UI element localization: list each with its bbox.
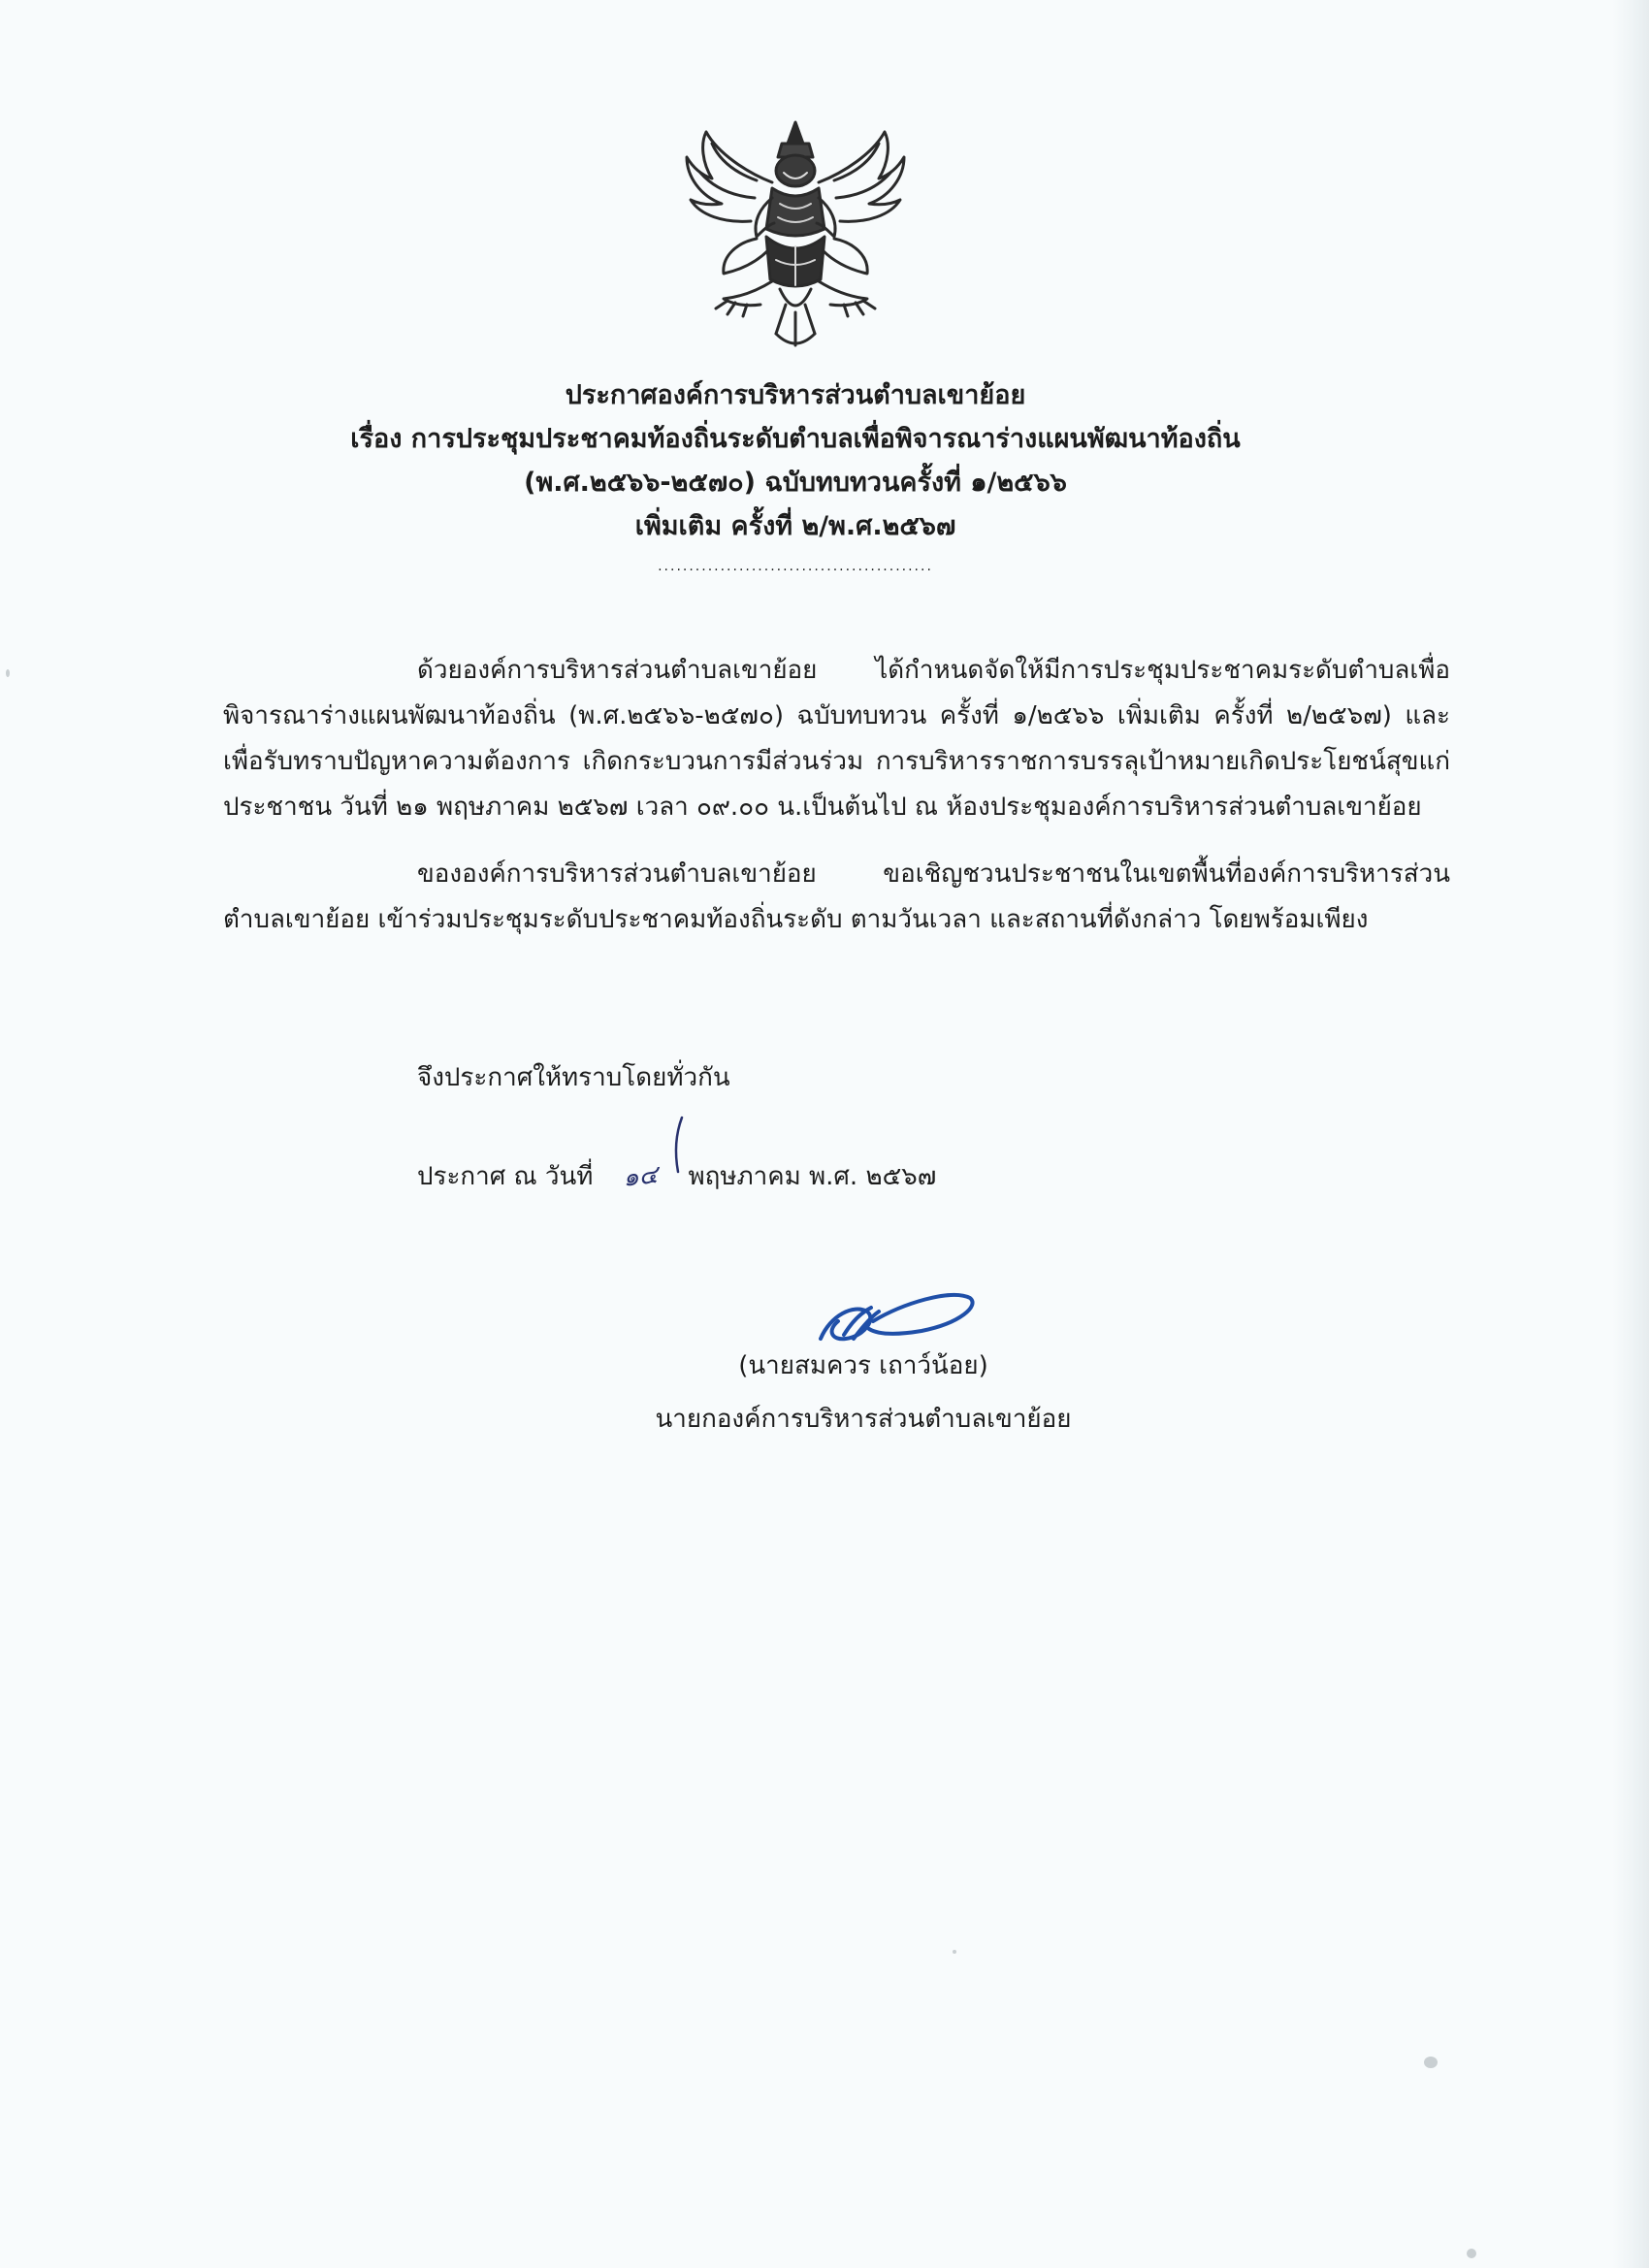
- signer-title: นายกองค์การบริหารส่วนตำบลเขาย้อย: [655, 1405, 1072, 1434]
- dateline-month-year: พฤษภาคม พ.ศ. ๒๕๖๗: [688, 1162, 937, 1191]
- announcement-dateline: [417, 1156, 936, 1196]
- dateline-day-handwritten: [610, 1156, 670, 1196]
- scan-speck: [1424, 2057, 1438, 2068]
- header-subject: เรื่อง การประชุมประชาคมท้องถิ่นระดับตำบลเพื่อพิจารณาร่างแผนพัฒนาท้องถิ่น: [350, 424, 1241, 454]
- header-dotted-rule: ............................................: [658, 559, 933, 574]
- scan-speck: [6, 669, 10, 677]
- dateline-prefix: ประกาศ ณ วันที่: [417, 1162, 594, 1191]
- scan-speck: [953, 1950, 956, 1954]
- announcement-header: [0, 373, 1591, 575]
- paragraph-2-text: ขององค์การบริหารส่วนตำบลเขาย้อย ขอเชิญชวนประชาชนในเขตพื้นที่องค์การบริหารส่วนตำบลเขาย้อย เข้าร่วมประชุมระดับประชาคมท้องถิ่นระดับ ตามวันเวลา และสถานที่ดังกล่าว โดยพร้อมเพียง: [223, 859, 1450, 934]
- header-period: (พ.ศ.๒๕๖๖-๒๕๗๐) ฉบับทบทวนครั้งที่ ๑/๒๕๖๖: [524, 468, 1067, 498]
- body-paragraph-2: [223, 852, 1450, 943]
- signer-name: (นายสมควร เถาว์น้อย): [738, 1351, 988, 1380]
- scan-speck: [1467, 2249, 1476, 2258]
- page-edge-shadow: [1612, 0, 1649, 2268]
- paragraph-1-text: ด้วยองค์การบริหารส่วนตำบลเขาย้อย ได้กำหนดจัดให้มีการประชุมประชาคมระดับตำบลเพื่อพิจารณาร่างแผนพัฒนาท้องถิ่น (พ.ศ.๒๕๖๖-๒๕๗๐) ฉบับทบทวน ครั้งที่ ๑/๒๕๖๖ เพิ่มเติม ครั้งที่ ๒/๒๕๖๗) และเพื่อรับทราบปัญหาความต้องการ เกิดกระบวนการมีส่วนร่วม การบริหารราชการบรรลุเป้าหมายเกิดประโยชน์สุขแก่ประชาชน วันที่ ๒๑ พฤษภาคม ๒๕๖๗ เวลา ๐๙.๐๐ น.เป็นต้นไป ณ ห้องประชุมองค์การบริหารส่วนตำบลเขาย้อย: [223, 656, 1450, 822]
- dateline-day-value: ๑๔: [621, 1160, 661, 1193]
- closing-statement: จึงประกาศให้ทราบโดยทั่วกัน: [417, 1063, 730, 1092]
- header-amendment: เพิ่มเติม ครั้งที่ ๒/พ.ศ.๒๕๖๗: [634, 511, 956, 541]
- garuda-emblem-icon: [679, 114, 912, 359]
- header-issuer: ประกาศองค์การบริหารส่วนตำบลเขาย้อย: [565, 380, 1026, 410]
- body-paragraph-1: [223, 648, 1450, 830]
- announcement-body: [223, 648, 1450, 943]
- handwritten-signature-icon: [815, 1279, 980, 1356]
